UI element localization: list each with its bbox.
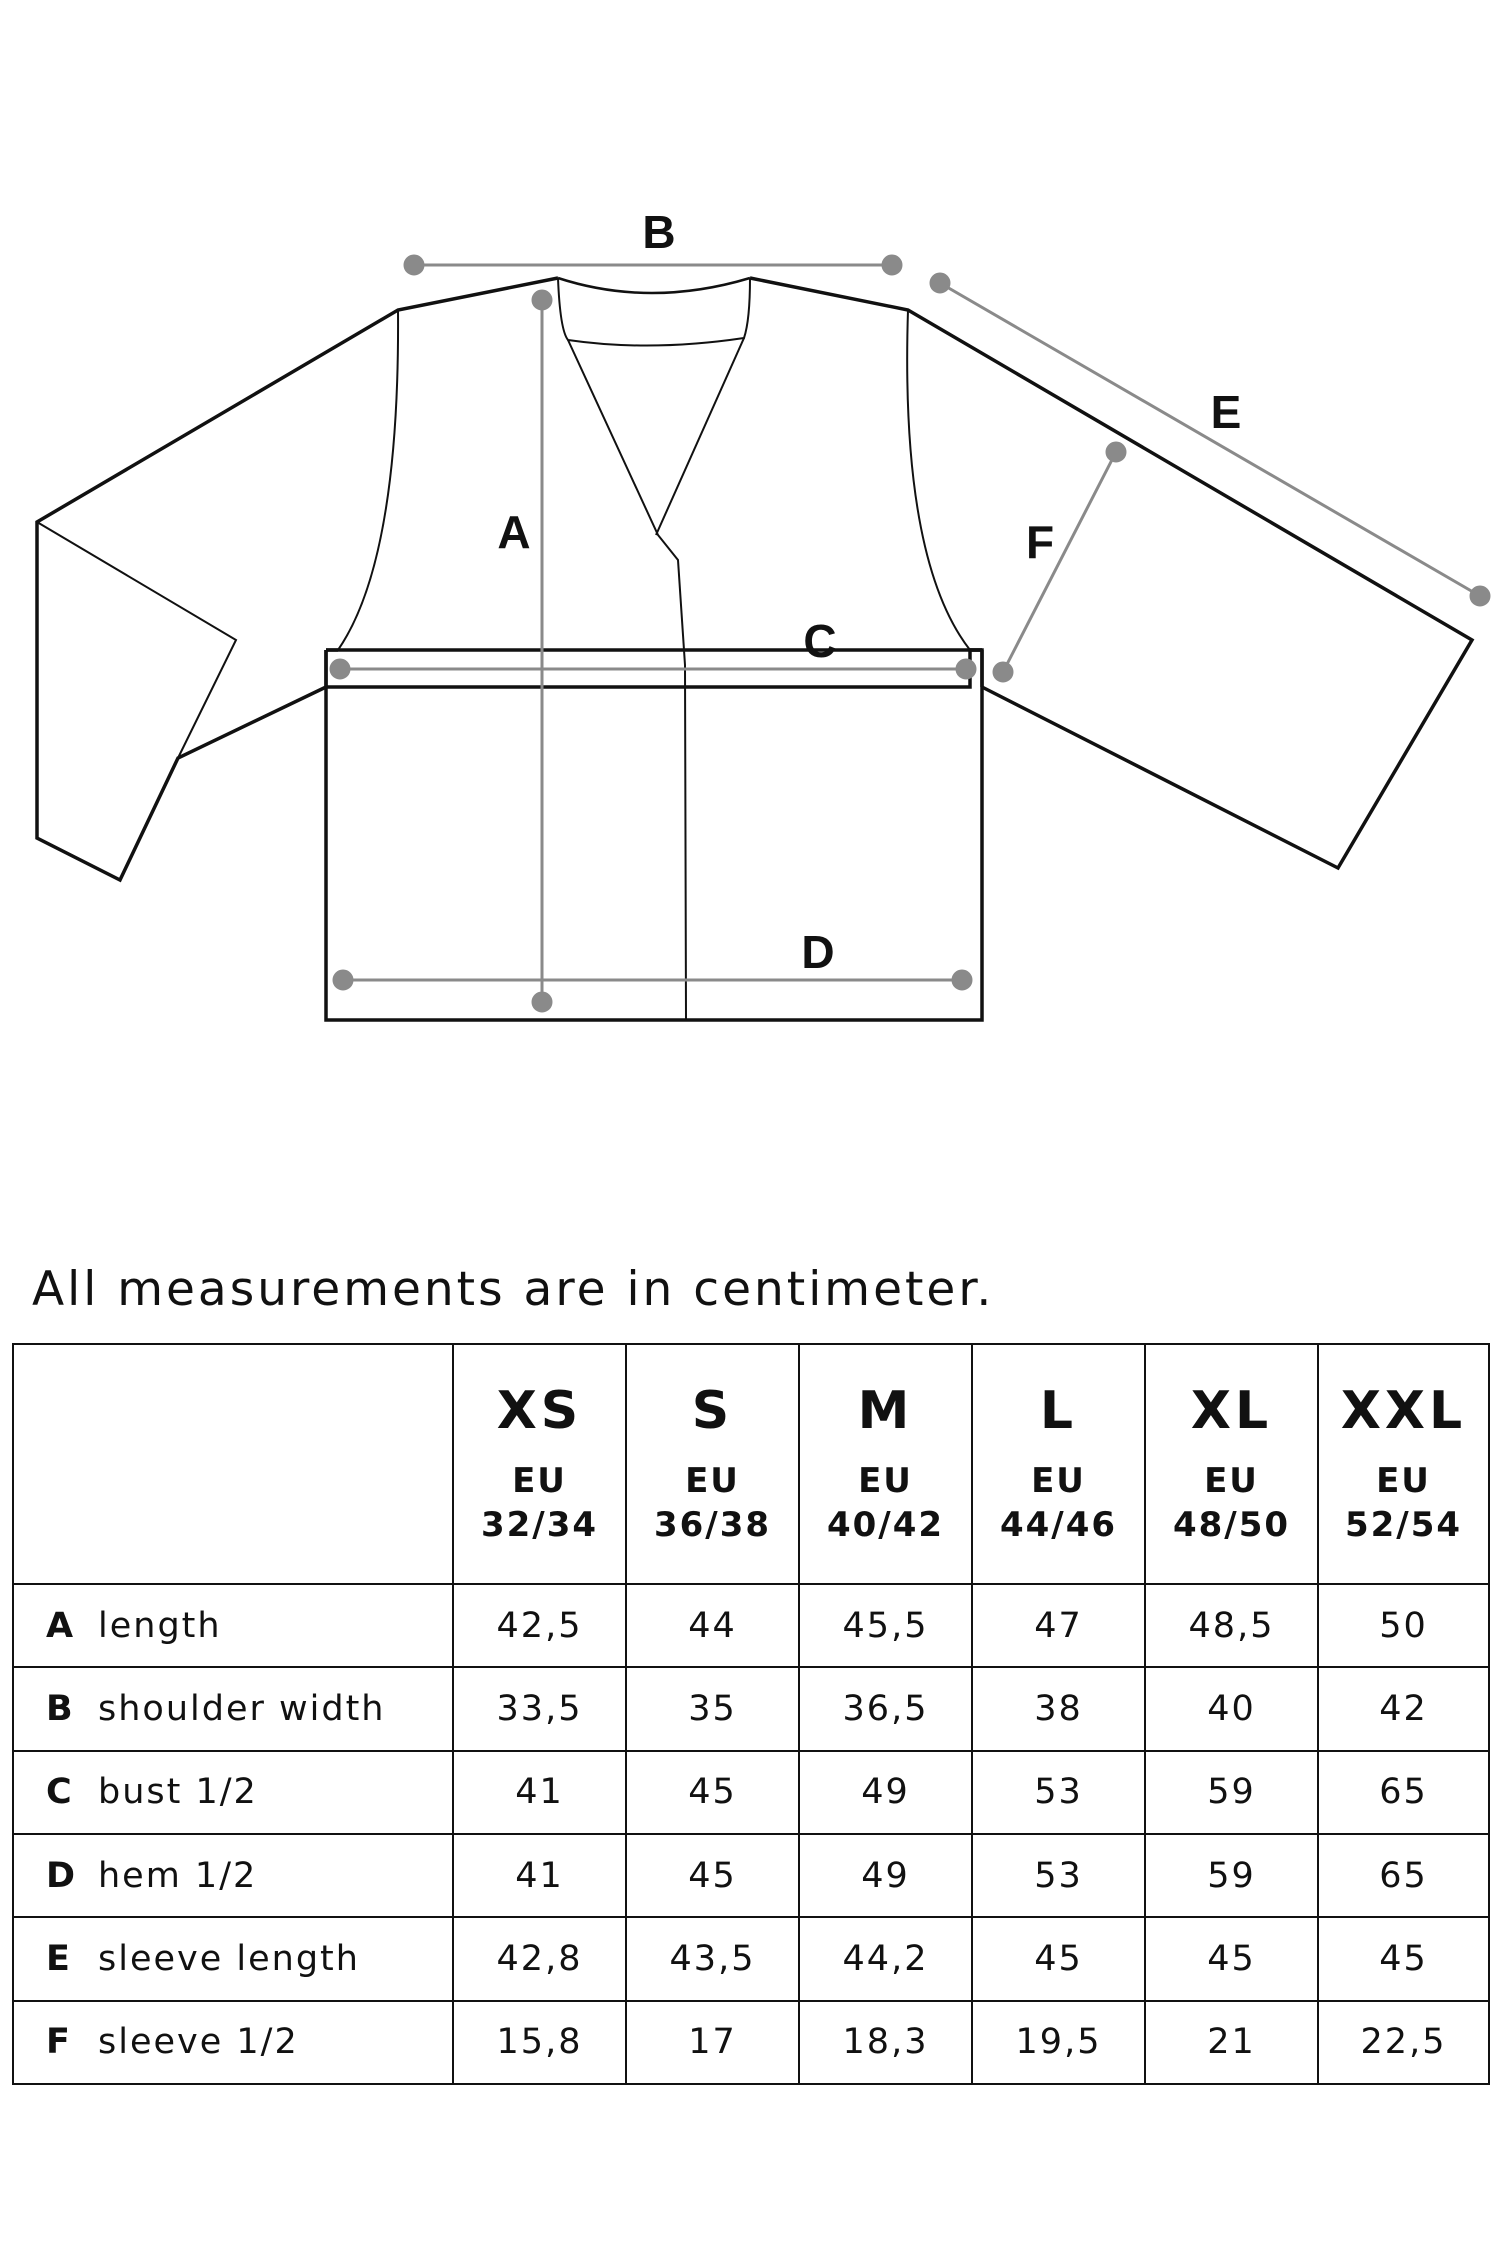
table-row [13,1834,1489,1917]
row-letter: D [46,1855,78,1896]
cell-value: 38 [972,1667,1145,1750]
cell-value: 45,5 [799,1584,972,1667]
size-eu: EU 52/54 [1344,1461,1463,1545]
size-eu: EU 44/46 [999,1461,1118,1545]
units-note: All measurements are in centimeter. [32,1262,995,1317]
label-b: B [642,206,676,258]
cell-value: 49 [799,1751,972,1834]
cell-value: 53 [972,1751,1145,1834]
cell-value: 42,5 [453,1584,626,1667]
measure-point [405,256,423,274]
label-e: E [1210,386,1242,438]
cell-value: 15,8 [453,2001,626,2084]
row-label [13,1667,453,1750]
cell-value: 44,2 [799,1917,972,2000]
cell-value: 40 [1145,1667,1318,1750]
size-eu: EU 36/38 [653,1461,772,1545]
row-name: sleeve 1/2 [98,2022,299,2063]
size-name: XS [496,1381,583,1441]
size-eu: EU 48/50 [1172,1461,1291,1545]
row-letter: C [46,1772,74,1813]
row-label [13,1584,453,1667]
cell-value: 45 [1145,1917,1318,2000]
cell-value: 65 [1318,1834,1489,1917]
cell-value: 42,8 [453,1917,626,2000]
cell-value: 49 [799,1834,972,1917]
row-label [13,1751,453,1834]
row-name: shoulder width [98,1688,386,1729]
row-label [13,1917,453,2000]
size-eu: EU 32/34 [480,1461,599,1545]
table-row [13,1584,1489,1667]
garment-diagram [0,0,1500,1100]
cell-value: 45 [972,1917,1145,2000]
row-letter: A [46,1605,76,1646]
cell-value: 21 [1145,2001,1318,2084]
label-f: F [1025,516,1055,568]
cell-value: 33,5 [453,1667,626,1750]
label-d: D [801,926,835,978]
row-name: hem 1/2 [98,1855,258,1896]
cell-value: 47 [972,1584,1145,1667]
measure-point [931,274,949,292]
cell-value: 43,5 [626,1917,799,2000]
size-name: XL [1190,1381,1273,1441]
cell-value: 50 [1318,1584,1489,1667]
size-chart-table [12,1343,1490,2085]
cell-value: 45 [626,1834,799,1917]
size-header-xs [453,1344,626,1584]
size-name: M [857,1381,914,1441]
cell-value: 18,3 [799,2001,972,2084]
row-letter: B [46,1688,75,1729]
size-header-l [972,1344,1145,1584]
cell-value: 48,5 [1145,1584,1318,1667]
cell-value: 59 [1145,1751,1318,1834]
cell-value: 36,5 [799,1667,972,1750]
cell-value: 59 [1145,1834,1318,1917]
cell-value: 53 [972,1834,1145,1917]
row-label [13,2001,453,2084]
size-name: S [691,1381,734,1441]
label-c: C [803,615,837,667]
size-header-xxl [1318,1344,1489,1584]
cell-value: 42 [1318,1667,1489,1750]
measure-point [334,971,352,989]
cell-value: 41 [453,1751,626,1834]
measure-point [957,660,975,678]
row-letter: E [46,1938,72,1979]
size-name: XXL [1340,1381,1467,1441]
header-corner-cell [13,1344,453,1584]
size-header-m [799,1344,972,1584]
cell-value: 19,5 [972,2001,1145,2084]
size-eu: EU 40/42 [826,1461,945,1545]
garment-outline [37,278,1472,1020]
table-row [13,2001,1489,2084]
measure-point [883,256,901,274]
row-label [13,1834,453,1917]
measure-point [533,291,551,309]
measure-point [1471,587,1489,605]
measure-point [331,660,349,678]
row-name: bust 1/2 [98,1772,258,1813]
row-name: length [98,1605,222,1646]
size-header-xl [1145,1344,1318,1584]
cell-value: 35 [626,1667,799,1750]
cell-value: 17 [626,2001,799,2084]
measure-point [1107,443,1125,461]
measure-point [533,993,551,1011]
cell-value: 22,5 [1318,2001,1489,2084]
row-name: sleeve length [98,1938,360,1979]
label-a: A [497,506,531,558]
cell-value: 44 [626,1584,799,1667]
cell-value: 45 [626,1751,799,1834]
measure-point [953,971,971,989]
table-row [13,1917,1489,2000]
table-row [13,1667,1489,1750]
size-header-s [626,1344,799,1584]
cell-value: 41 [453,1834,626,1917]
size-name: L [1039,1381,1078,1441]
table-row [13,1751,1489,1834]
cell-value: 45 [1318,1917,1489,2000]
row-letter: F [46,2022,72,2063]
table-header-row [13,1344,1489,1584]
cell-value: 65 [1318,1751,1489,1834]
measure-point [994,663,1012,681]
